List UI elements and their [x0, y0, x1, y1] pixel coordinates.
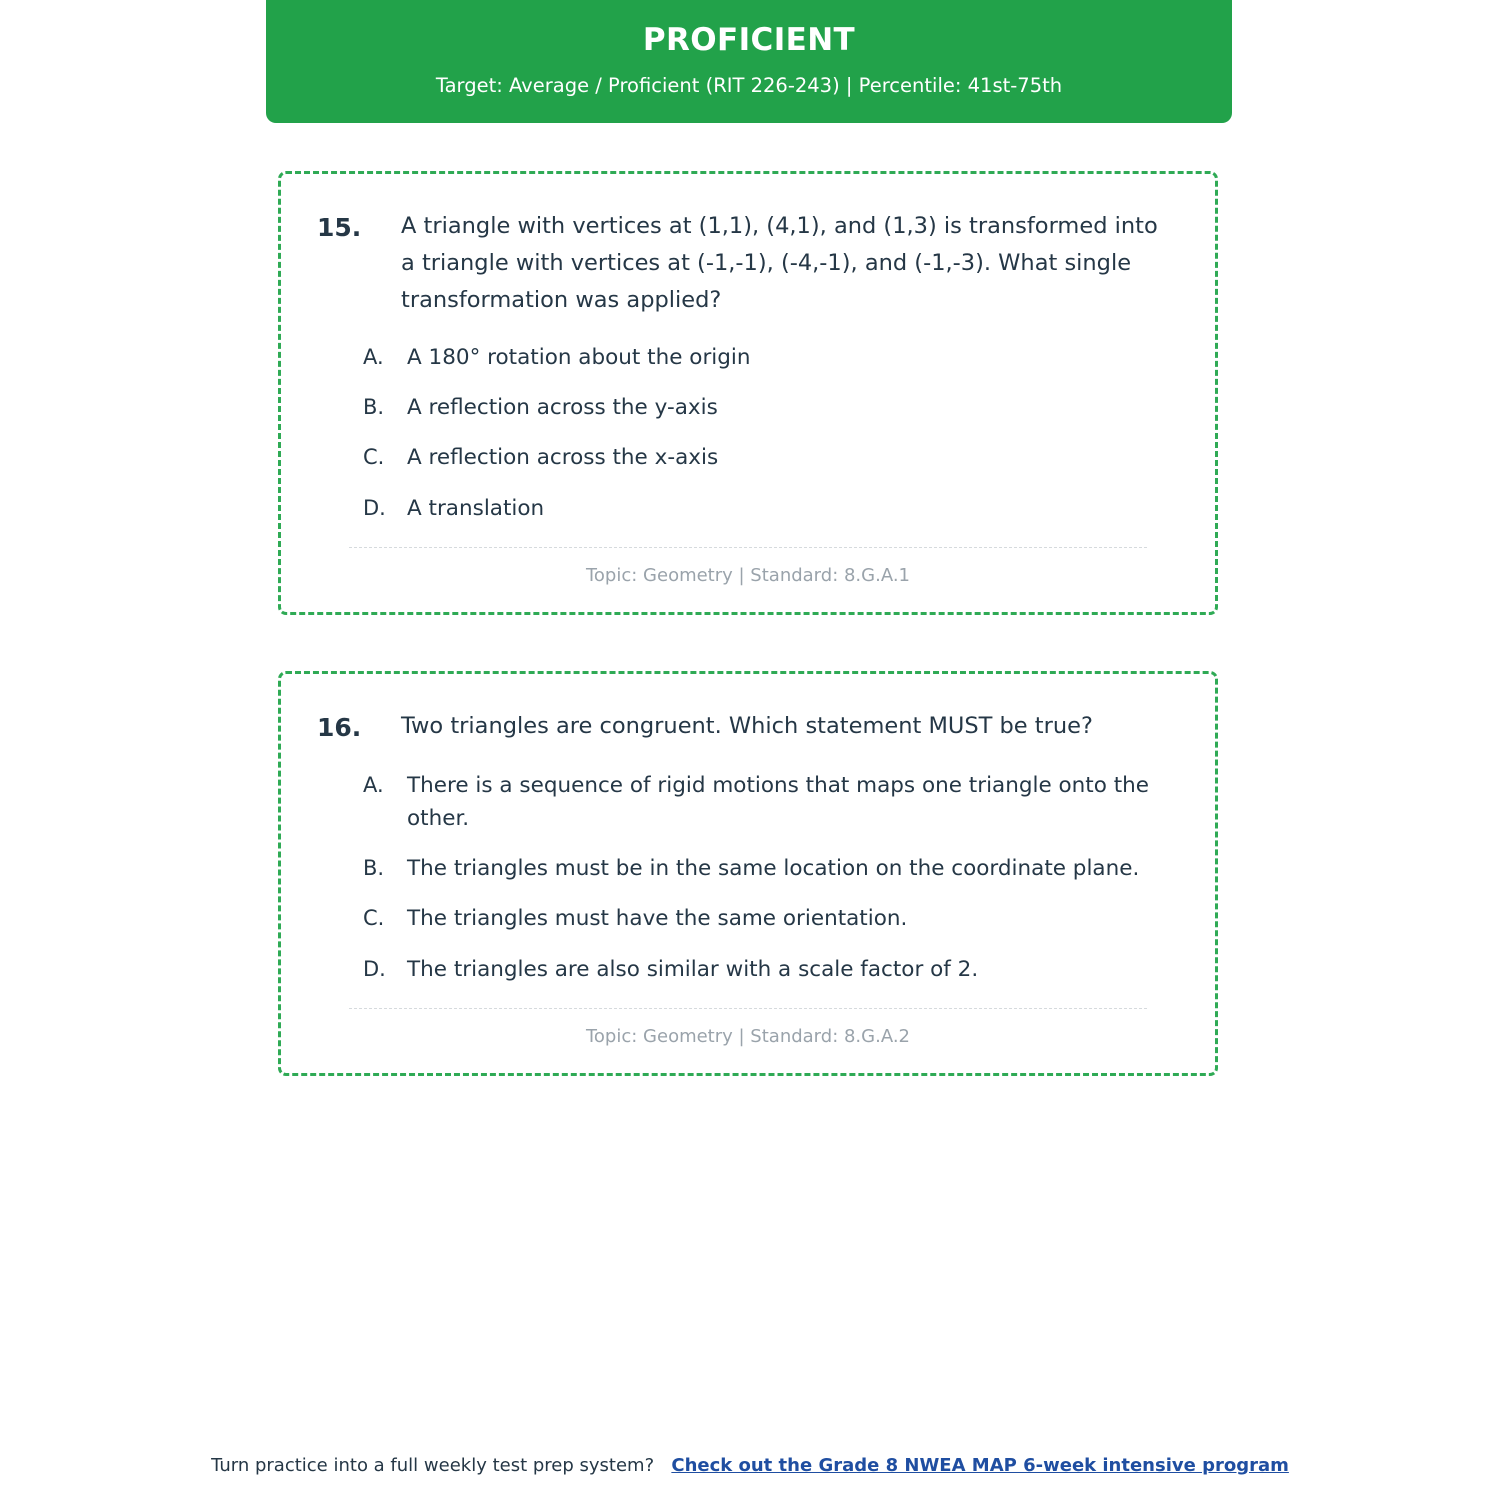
question-number: 15.: [317, 213, 362, 242]
answer-choice[interactable]: [317, 441, 1179, 474]
question-prompt: A triangle with vertices at (1,1), (4,1), and (1,3) is transformed into a triangle with vertices at (-1,-1), (-4,-1), and (-1,-3). What single transformation was applied?: [401, 213, 1158, 313]
answer-choice-list: [317, 341, 1179, 525]
answer-choice[interactable]: [317, 902, 1179, 935]
choice-letter: C.: [363, 445, 385, 470]
answer-choice[interactable]: [317, 953, 1179, 986]
proficiency-banner: [266, 0, 1232, 123]
question-meta: Topic: Geometry | Standard: 8.G.A.2: [585, 1026, 910, 1048]
banner-title: PROFICIENT: [642, 22, 856, 58]
banner-subtitle: Target: Average / Proficient (RIT 226-243) | Percentile: 41st-75th: [435, 74, 1063, 98]
choice-letter: B.: [363, 856, 385, 881]
choice-text: The triangles are also similar with a scale factor of 2.: [407, 956, 979, 982]
choice-letter: B.: [363, 394, 385, 419]
answer-choice[interactable]: [317, 391, 1179, 424]
choice-text: A translation: [407, 495, 545, 521]
answer-choice[interactable]: [317, 769, 1179, 836]
footer-cta-link[interactable]: Check out the Grade 8 NWEA MAP 6-week intensive program: [671, 1455, 1289, 1476]
choice-letter: A.: [363, 344, 384, 369]
answer-choice[interactable]: [317, 852, 1179, 885]
question-card: [278, 171, 1218, 615]
choice-text: There is a sequence of rigid motions that maps one triangle onto the other.: [407, 772, 1150, 831]
footer-text: Turn practice into a full weekly test prep system?: [211, 1455, 655, 1476]
question-card: [278, 671, 1218, 1076]
question-prompt: Two triangles are congruent. Which statement MUST be true?: [401, 713, 1093, 739]
choice-letter: D.: [363, 956, 386, 981]
choice-letter: C.: [363, 906, 385, 931]
choice-letter: A.: [363, 772, 384, 797]
answer-choice-list: [317, 769, 1179, 987]
question-header: [317, 208, 1179, 319]
choice-text: A reflection across the y-axis: [407, 394, 718, 420]
question-meta: Topic: Geometry | Standard: 8.G.A.1: [585, 564, 910, 586]
choice-text: A reflection across the x-axis: [407, 445, 719, 471]
answer-choice[interactable]: [317, 492, 1179, 525]
footer: [0, 1455, 1500, 1476]
choice-letter: D.: [363, 495, 386, 520]
choice-text: The triangles must be in the same location on the coordinate plane.: [407, 856, 1140, 882]
question-number: 16.: [317, 713, 362, 742]
choice-text: The triangles must have the same orientation.: [407, 906, 908, 932]
answer-choice[interactable]: [317, 341, 1179, 374]
question-header: [317, 708, 1179, 747]
choice-text: A 180° rotation about the origin: [407, 344, 751, 370]
